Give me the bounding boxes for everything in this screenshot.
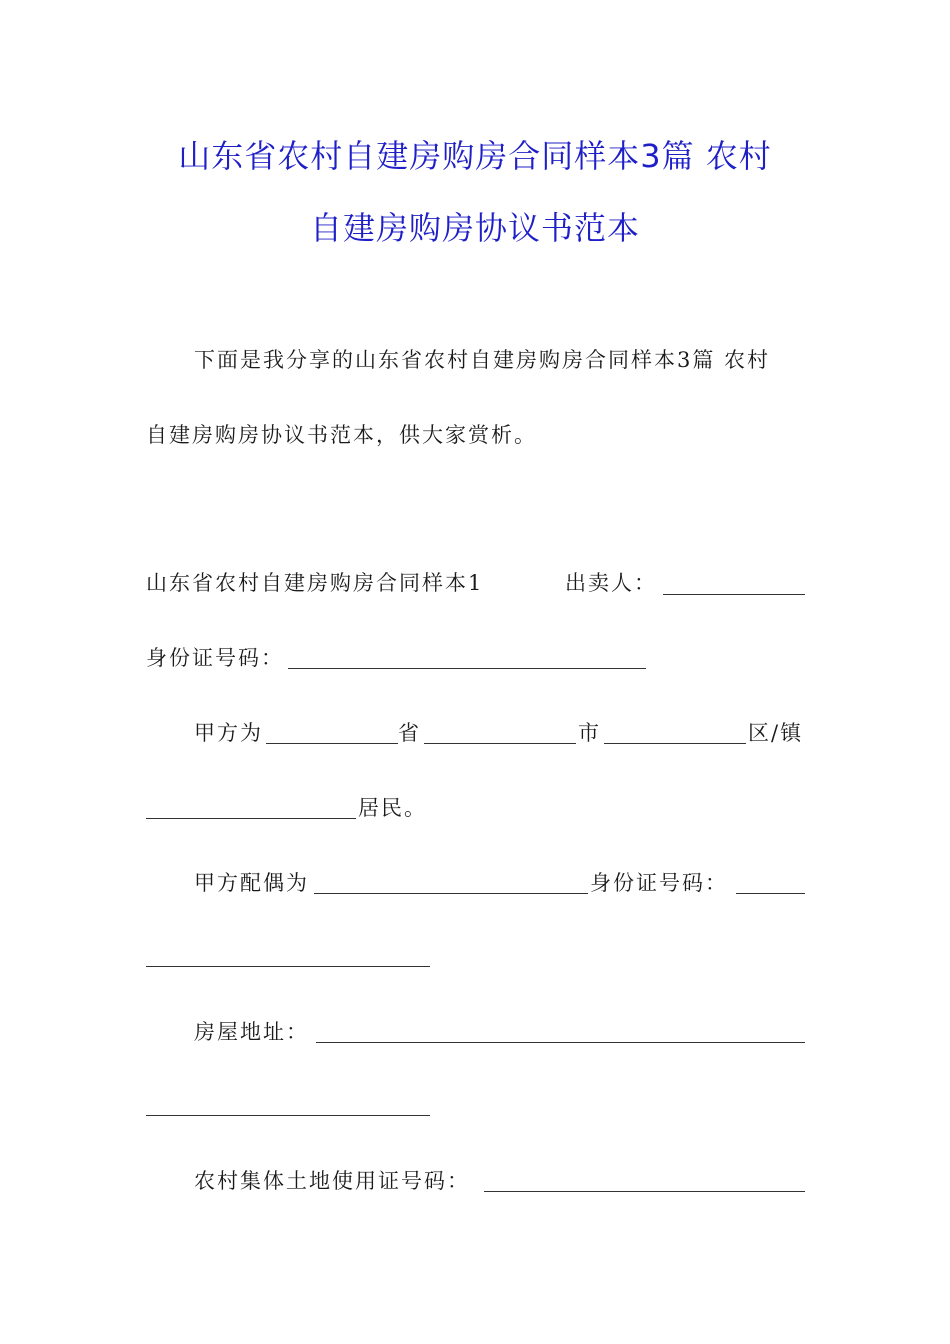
id-label: 身份证号码： xyxy=(146,646,284,670)
party-a-prefix: 甲方为 xyxy=(194,721,263,745)
land-cert-label: 农村集体土地使用证号码： xyxy=(194,1169,470,1193)
seller-blank xyxy=(663,594,805,595)
spouse-label: 甲方配偶为 xyxy=(194,871,309,895)
resident-blank xyxy=(146,818,356,819)
intro-line-1: 下面是我分享的山东省农村自建房购房合同样本3篇 农村 xyxy=(194,348,771,372)
address-label: 房屋地址： xyxy=(194,1020,309,1044)
city-blank xyxy=(424,743,576,744)
document-title-line-1: 山东省农村自建房购房合同样本3篇 农村 xyxy=(178,137,772,175)
land-cert-blank xyxy=(484,1191,805,1192)
province-blank xyxy=(266,743,398,744)
sample-heading: 山东省农村自建房购房合同样本1 xyxy=(146,571,484,595)
seller-label: 出卖人： xyxy=(565,571,657,595)
spouse-id-label: 身份证号码： xyxy=(590,871,728,895)
spouse-id-blank-1 xyxy=(736,893,805,894)
district-label: 区/镇 xyxy=(748,721,804,745)
document-title-line-2: 自建房购房协议书范本 xyxy=(309,209,640,247)
id-blank xyxy=(288,668,646,669)
spouse-name-blank xyxy=(314,893,588,894)
province-label: 省 xyxy=(398,721,421,745)
resident-label: 居民。 xyxy=(358,796,427,820)
address-blank-2 xyxy=(146,1115,430,1116)
district-blank xyxy=(604,743,746,744)
intro-line-2: 自建房购房协议书范本，供大家赏析。 xyxy=(146,423,537,447)
spouse-id-blank-2 xyxy=(146,966,430,967)
city-label: 市 xyxy=(578,721,601,745)
address-blank-1 xyxy=(316,1042,805,1043)
